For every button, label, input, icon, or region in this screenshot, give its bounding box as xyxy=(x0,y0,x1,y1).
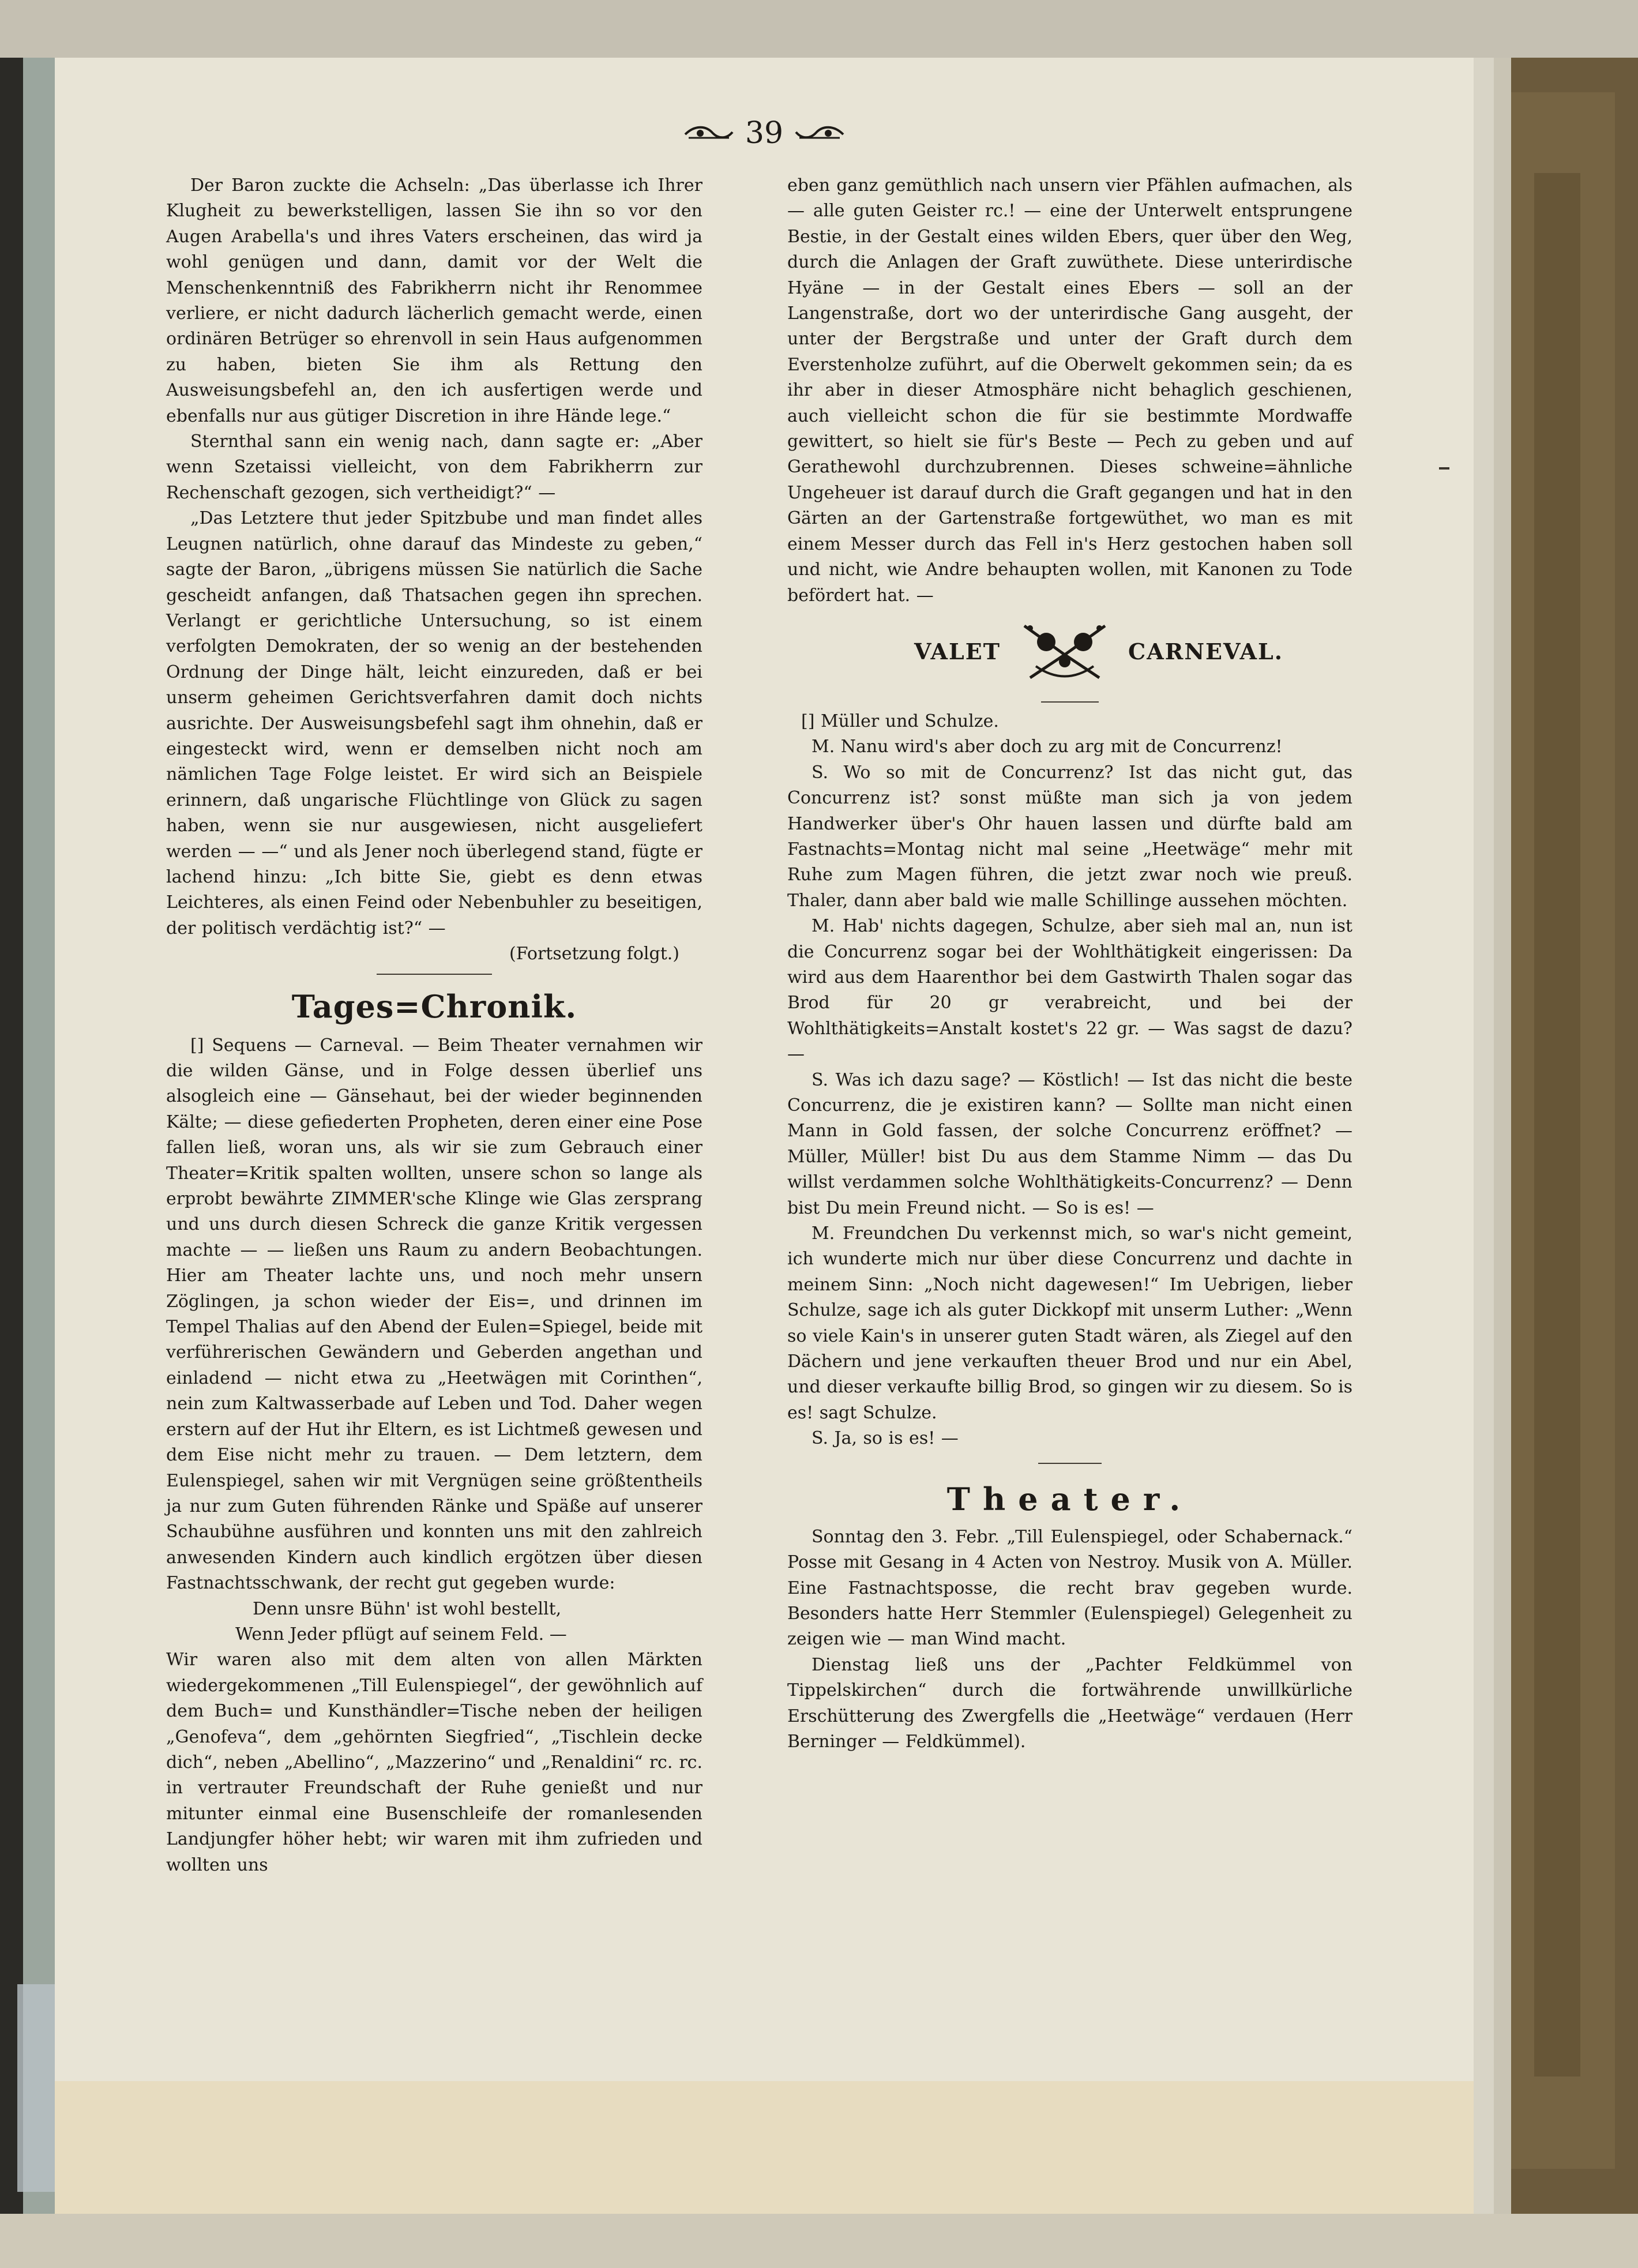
right-column xyxy=(787,173,1353,1755)
serial-paragraph: Der Baron zuckte die Achseln: „Das überlasse ich Ihrer Klugheit zu bewerkstelligen, lassen Sie ihn so vor den Augen Arabella's und ihres Vaters erscheinen, das wird ja wohl genügen und dann, damit vor der Welt die Menschenkenntniß des Fabrikherrn nicht ihr Renommee verliere, er nicht dadurch lächerlich gemacht werde, einen ordinären Betrüger so ehrenvoll in sein Haus aufgenommen zu haben, bieten Sie ihm als Rettung den Ausweisungsbefehl an, den ich ausfertigen werde und ebenfalls nur aus gütiger Discretion in ihre Hände lege.“ xyxy=(166,175,702,426)
dialogue-line: S. Ja, so is es! — xyxy=(812,1428,959,1449)
left-column xyxy=(166,173,702,1878)
page-number-header xyxy=(655,112,874,154)
dialogue-line: M. Nanu wird's aber doch zu arg mit de Concurrenz! xyxy=(812,737,1283,757)
page-number: 39 xyxy=(745,116,784,151)
separator-rule xyxy=(787,1452,1353,1475)
left-ornament-icon xyxy=(683,123,735,144)
serial-paragraph: Sternthal sann ein wenig nach, dann sagte er: „Aber wenn Szetaissi vielleicht, von dem Fabrikherrn zur Rechenschaft gezogen, sich vertheidigt?“ — xyxy=(166,431,702,503)
dialogue-line: M. Hab' nichts dagegen, Schulze, aber sieh mal an, nun ist die Concurrenz sogar bei der Wohlthätigkeit eingerissen: Da wird aus dem Haarenthor bei dem Gastwirth Thalen sogar das Brod für 20 gr verabreicht, und bei der Wohlthätigkeits=Anstalt kostet's 22 gr. — Was sagst de dazu? — xyxy=(787,916,1353,1065)
theater-paragraph: Dienstag ließ uns der „Pachter Feldkümmel von Tippelskirchen“ durch die fortwährende unwillkürliche Erschütterung des Zwergfells die „Heetwäge“ verdauen (Herr Berninger — Feldkümmel). xyxy=(787,1654,1353,1752)
separator-rule xyxy=(166,967,702,981)
theater-heading: Theater. xyxy=(946,1480,1193,1518)
right-ornament-icon xyxy=(794,123,846,144)
separator-rule xyxy=(787,695,1353,709)
chronik-heading: Tages=Chronik. xyxy=(291,987,577,1025)
chronik-verse-line: Denn unsre Bühn' ist wohl bestellt, xyxy=(253,1598,562,1619)
serial-continued: (Fortsetzung folgt.) xyxy=(509,944,679,964)
chronik-continuation: eben ganz gemüthlich nach unsern vier Pfählen aufmachen, als — alle guten Geister rc.! — eine der Unterwelt entsprungene Bestie, in der Gestalt eines wilden Ebers, quer über den Weg, durch die Anlagen der Graft zuwüthete. Diese unterirdische Hyäne — in der Gestalt eines Ebers — soll an der Langenstraße, dort wo der unterirdische Gang ausgeht, der unter der Bergstraße und unter der Graft durch dem Everstenholze zuführt, auf die Oberwelt gekommen sein; da es ihr aber in dieser Atmosphäre nicht behaglich geschienen, auch vielleicht schon die für sie bestimmte Mordwaffe gewittert, so hielt sie für's Beste — Pech zu geben und auf Gerathewohl durchzubrennen. Dieses schweine=ähnliche Ungeheuer ist darauf durch die Graft gegangen und hat in den Gärten an der Gartenstraße fortgewüthet, wo man es mit einem Messer durch das Fell in's Herz gestochen haben soll und nicht, wie Andre behaupten wollen, mit Kanonen zu Tode befördert hat. — xyxy=(787,175,1353,606)
theater-paragraph: Sonntag den 3. Febr. „Till Eulenspiegel, oder Schabernack.“ Posse mit Gesang in 4 Acten von Nestroy. Musik von A. Müller. Eine Fastnachtsposse, die recht brav gegeben wurde. Besonders hatte Herr Stemmler (Eulenspiegel) Gelegenheit zu zeigen wie — man Wind macht. xyxy=(787,1526,1353,1650)
margin-mark xyxy=(1439,467,1449,470)
chronik-paragraph: [] Sequens — Carneval. — Beim Theater vernahmen wir die wilden Gänse, und in Folge dessen überlief uns alsogleich eine — Gänsehaut, bei der wieder beginnenden Kälte; — diese gefiederten Propheten, deren einer eine Pose fallen ließ, woran uns, als wir sie zum Gebrauch einer Theater=Kritik spalten wollten, unsere schon so lange als erprobt bewährte ZIMMER'sche Klinge wie Glas zersprang und uns durch diesen Schreck die ganze Kritik vergessen machte — — ließen uns Raum zu andern Beobachtungen. Hier am Theater lachte uns, und noch mehr unsern Zöglingen, ja schon wieder der Eis=, und drinnen im Tempel Thalias auf den Abend der Eulen=Spiegel, beide mit verführerischen Gewändern und Geberden angethan und einladend — nicht etwa zu „Heetwägen mit Corinthen“, nein zum Kaltwasserbade auf Leben und Tod. Daher wegen erstern auf der Hut ihr Eltern, es ist Lichtmeß gewesen und dem Eise nicht mehr zu trauen. — Dem letztern, dem Eulenspiegel, sahen wir mit Vergnügen seine größtentheils ja nur zum Guten führenden Ränke und Späße auf unserer Schaubühne ausführen und konnten uns mit den zahlreich anwesenden Kindern auch kindlich ergötzen über diesen Fastnachtsschwank, der recht gut gegeben wurde: xyxy=(166,1035,702,1594)
valet-carneval-row xyxy=(787,609,1353,695)
dialogue-line: S. Was ich dazu sage? — Köstlich! — Ist das nicht die beste Concurrenz, die je existiren kann? — Sollte man nicht einen Mann in Gold fassen, der solche Concurrenz eröffnet? — Müller, Müller! bist Du aus dem Stamme Nimm — das Du willst verdammen solche Wohlthätigkeits-Concurrenz? — Denn bist Du mein Freund nicht. — So is es! — xyxy=(787,1069,1353,1218)
dialogue-line: M. Freundchen Du verkennst mich, so war's nicht gemeint, ich wunderte mich nur über diese Concurrenz und dachte in meinem Sinn: „Noch nicht dagewesen!“ Im Uebrigen, lieber Schulze, sage ich als guter Dickkopf mit unserm Luther: „Wenn so viele Kain's in unserer guten Stadt wären, als Ziegel auf den Dächern und jene verkauften theuer Brod und nur ein Abel, und dieser verkaufte billig Brod, so gingen wir zu diesem. So is es! sagt Schulze. xyxy=(787,1223,1353,1423)
carneval-word: CARNEVAL. xyxy=(1128,639,1283,665)
serial-paragraph: „Das Letztere thut jeder Spitzbube und man findet alles Leugnen natürlich, ohne darauf das Mindeste zu geben,“ sagte der Baron, „übrigens müssen Sie natürlich die Sache gescheidt anfangen, daß Thatsachen gegen ihn sprechen. Verlangt er gerichtliche Untersuchung, so ist einem verfolgten Demokraten, der so wenig an der bestehenden Ordnung der Dinge hält, leicht einzureden, daß er bei unserm geheimen Gerichtsverfahren damit doch nichts ausrichte. Der Ausweisungsbefehl sagt ihm ohnehin, daß er eingesteckt wird, wenn er demselben nicht noch am nämlichen Tage Folge leistet. Er wird sich an Beispiele erinnern, daß ungarische Flüchtlinge von Glück zu sagen haben, wenn sie nur ausgewiesen, nicht ausgeliefert werden — —“ und als Jener noch überlegend stand, fügte er lachend hinzu: „Ich bitte Sie, giebt es denn etwas Leichteres, als einen Feind oder Nebenbuhler zu beseitigen, der politisch verdächtig ist?“ — xyxy=(166,508,702,938)
bottom-paper-strip xyxy=(55,2081,1474,2214)
dialogue-line: [] Müller und Schulze. xyxy=(801,711,999,731)
left-page-stack xyxy=(23,0,55,2268)
valet-word: VALET xyxy=(914,639,1001,665)
carnival-emblem-icon xyxy=(1013,614,1117,689)
serial-continued-line xyxy=(166,941,702,967)
chronik-paragraph-cont: Wir waren also mit dem alten von allen Märkten wiedergekommenen „Till Eulenspiegel“, der gewöhnlich auf dem Buch= und Kunsthändler=Tische neben der heiligen „Genofeva“, dem „gehörnten Siegfried“, „Tischlein decke dich“, neben „Abellino“, „Mazzerino“ und „Renaldini“ rc. rc. in vertrauter Freundschaft der Ruhe genießt und nur mitunter einmal eine Busenschleife der romanlesenden Landjungfer höher hebt; wir waren mit ihm zufrieden und wollten uns xyxy=(166,1650,702,1875)
left-cover-edge xyxy=(0,0,23,2268)
chronik-verse-line: Wenn Jeder pflügt auf seinem Feld. — xyxy=(235,1624,567,1644)
dialogue-line: S. Wo so mit de Concurrenz? Ist das nicht gut, das Concurrenz ist? sonst müßte man sich ja von jedem Handwerker über's Ohr hauen lassen und dürfte bald am Fastnachts=Montag nicht mal seine „Heetwäge“ mehr mit Ruhe zum Magen führen, die jetzt zwar noch wie preuß. Thaler, dann aber bald wie malle Schillinge aussehen möchten. xyxy=(787,762,1353,911)
